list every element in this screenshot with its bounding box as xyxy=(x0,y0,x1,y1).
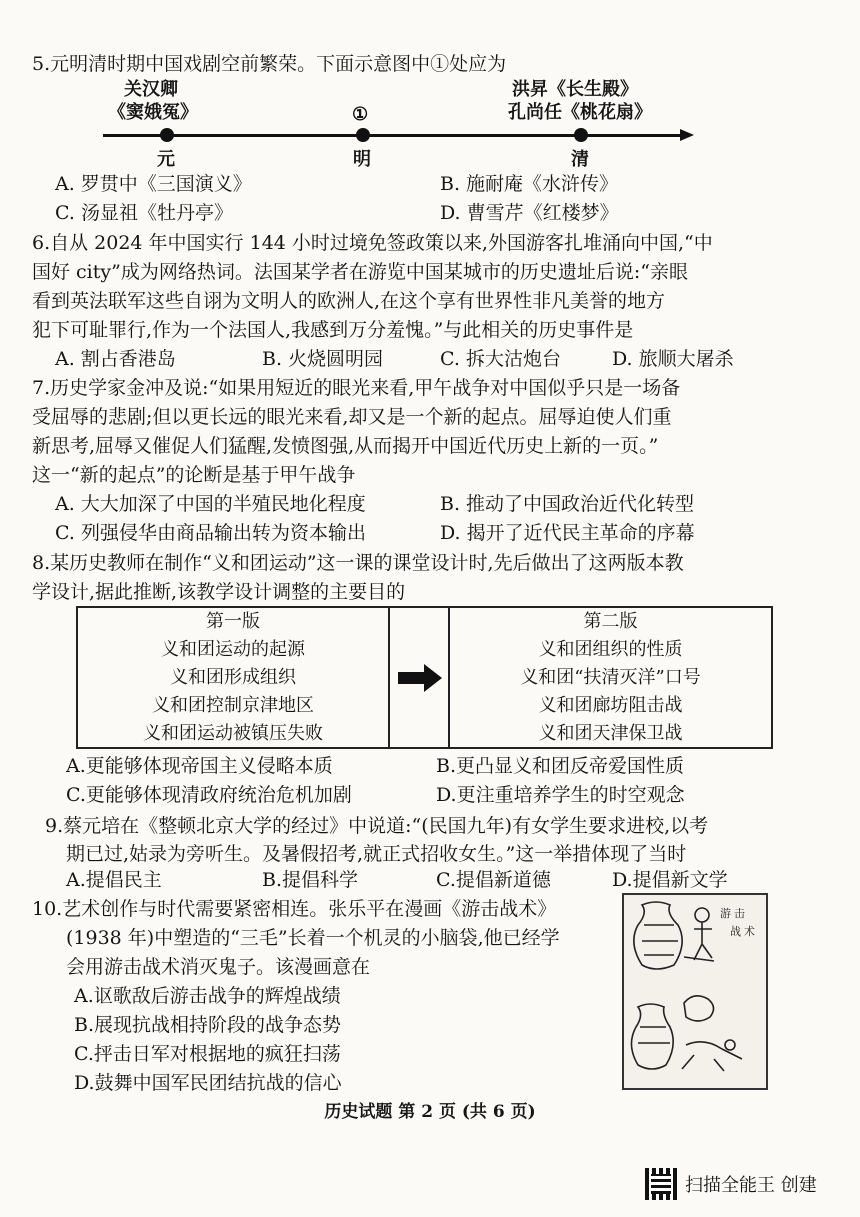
option-b[interactable]: B. 火烧圆明园 xyxy=(262,348,384,370)
option-d[interactable]: D. 曹雪芹《红楼梦》 xyxy=(440,202,619,224)
right-arrow-icon xyxy=(424,664,442,692)
q6-line: 国好 city”成为网络热词。法国某学者在游览中国某城市的历史遗址后说:“亲眼 xyxy=(32,261,688,283)
option-c[interactable]: C.抨击日军对根据地的疯狂扫荡 xyxy=(74,1043,341,1065)
option-c[interactable]: C.提倡新道德 xyxy=(436,869,551,891)
version-2-item: 义和团“扶清灭洋”口号 xyxy=(520,667,701,688)
option-a[interactable]: A.提倡民主 xyxy=(66,869,162,891)
q7-line: 受屈辱的悲剧;但以更长远的眼光来看,却又是一个新的起点。屈辱迫使人们重 xyxy=(32,406,672,428)
option-b[interactable]: B.更凸显义和团反帝爱国性质 xyxy=(436,755,685,777)
q6-line: 犯下可耻罪行,作为一个法国人,我感到万分羞愧。”与此相关的历史事件是 xyxy=(32,319,634,341)
option-b[interactable]: B. 施耐庵《水浒传》 xyxy=(440,173,619,195)
option-a[interactable]: A.讴歌敌后游击战争的辉煌战绩 xyxy=(74,985,341,1007)
version-2-item: 义和团天津保卫战 xyxy=(538,723,683,744)
q8-line: 8.某历史教师在制作“义和团运动”这一课的课堂设计时,先后做出了这两版本教 xyxy=(32,552,684,574)
qr-code-icon xyxy=(645,1168,677,1200)
lesson-design-table xyxy=(76,606,773,749)
version-2-item: 义和团廊坊阻击战 xyxy=(538,695,683,716)
right-arrow-icon xyxy=(398,672,426,684)
option-d[interactable]: D. 旅顺大屠杀 xyxy=(612,348,734,370)
option-c[interactable]: C. 汤显祖《牡丹亭》 xyxy=(55,202,233,224)
timeline-label: 清 xyxy=(571,149,589,170)
watermark-text: 扫描全能王 创建 xyxy=(685,1175,817,1196)
q7-line: 7.历史学家金冲及说:“如果用短近的眼光来看,甲午战争对中国似乎只是一场备 xyxy=(32,377,681,399)
option-c[interactable]: C.更能够体现清政府统治危机加剧 xyxy=(66,784,352,806)
timeline-dot xyxy=(574,128,588,142)
cartoon-caption-text: 游 xyxy=(720,907,731,920)
q6-line: 6.自从 2024 年中国实行 144 小时过境免签政策以来,外国游客扎堆涌向中国,“中 xyxy=(32,232,713,254)
version-1-column xyxy=(78,608,390,747)
scanner-watermark xyxy=(645,1168,817,1200)
timeline-axis xyxy=(103,134,683,137)
option-b[interactable]: B.提倡科学 xyxy=(262,869,359,891)
timeline-label: 孔尚任《桃花扇》 xyxy=(508,102,652,123)
q9-line: 期已过,姑录为旁听生。及暑假招考,就正式招收女生。”这一举措体现了当时 xyxy=(66,843,687,865)
version-1-title: 第一版 xyxy=(206,611,260,632)
arrow-column xyxy=(388,608,450,747)
q6-line: 看到英法联军这些自诩为文明人的欧洲人,在这个享有世界性非凡美誉的地方 xyxy=(32,290,666,312)
version-1-item: 义和团运动被镇压失败 xyxy=(143,723,323,744)
option-b[interactable]: B. 推动了中国政治近代化转型 xyxy=(440,493,695,515)
option-c[interactable]: C. 列强侵华由商品输出转为资本输出 xyxy=(55,522,366,544)
version-2-item: 义和团组织的性质 xyxy=(538,639,683,660)
version-1-item: 义和团形成组织 xyxy=(170,667,296,688)
q8-line: 学设计,据此推断,该教学设计调整的主要目的 xyxy=(32,581,406,603)
option-d[interactable]: D. 揭开了近代民主革命的序幕 xyxy=(440,522,695,544)
svg-text:击: 击 xyxy=(734,907,745,920)
cartoon-drawing xyxy=(624,895,766,1088)
timeline-label: 明 xyxy=(353,149,371,170)
q10-line: 10.艺术创作与时代需要紧密相连。张乐平在漫画《游击战术》 xyxy=(32,898,557,920)
version-2-title: 第二版 xyxy=(583,611,638,632)
svg-text:术: 术 xyxy=(744,925,755,938)
q9-line: 9.蔡元培在《整顿北京大学的经过》中说道:“(民国九年)有女学生要求进校,以考 xyxy=(45,815,709,837)
q10-line: (1938 年)中塑造的“三毛”长着一个机灵的小脑袋,他已经学 xyxy=(66,927,560,949)
option-c[interactable]: C. 拆大沽炮台 xyxy=(440,348,561,370)
version-1-item: 义和团控制京津地区 xyxy=(152,695,314,716)
option-b[interactable]: B.展现抗战相持阶段的战争态势 xyxy=(74,1014,342,1036)
timeline-label: 《窦娥冤》 xyxy=(108,102,198,123)
option-a[interactable]: A. 罗贯中《三国演义》 xyxy=(55,173,252,195)
option-d[interactable]: D.鼓舞中国军民团结抗战的信心 xyxy=(74,1072,342,1094)
q7-line: 新思考,屈辱又催促人们猛醒,发愤图强,从而揭开中国近代历史上新的一页。” xyxy=(32,435,659,457)
option-a[interactable]: A.更能够体现帝国主义侵略本质 xyxy=(66,755,333,777)
q5-stem: 5.元明清时期中国戏剧空前繁荣。下面示意图中①处应为 xyxy=(32,53,507,75)
timeline-arrowhead xyxy=(680,129,694,141)
version-2-column xyxy=(450,608,771,747)
q7-line: 这一“新的起点”的论断是基于甲午战争 xyxy=(32,464,356,486)
svg-text:战: 战 xyxy=(730,925,741,938)
timeline-label: 元 xyxy=(157,149,175,170)
timeline-label: ① xyxy=(352,104,369,125)
option-a[interactable]: A. 割占香港岛 xyxy=(55,348,176,370)
timeline-dot xyxy=(160,128,174,142)
timeline-label: 洪昇《长生殿》 xyxy=(512,79,638,100)
option-a[interactable]: A. 大大加深了中国的半殖民地化程度 xyxy=(55,493,366,515)
timeline-dot xyxy=(356,128,370,142)
option-d[interactable]: D.提倡新文学 xyxy=(612,869,728,891)
q10-line: 会用游击战术消灭鬼子。该漫画意在 xyxy=(66,956,371,978)
page-footer: 历史试题 第 2 页 (共 6 页) xyxy=(324,1102,536,1122)
option-d[interactable]: D.更注重培养学生的时空观念 xyxy=(436,784,685,806)
timeline-label: 关汉卿 xyxy=(124,79,178,100)
version-1-item: 义和团运动的起源 xyxy=(161,639,305,660)
cartoon-image xyxy=(622,893,768,1090)
